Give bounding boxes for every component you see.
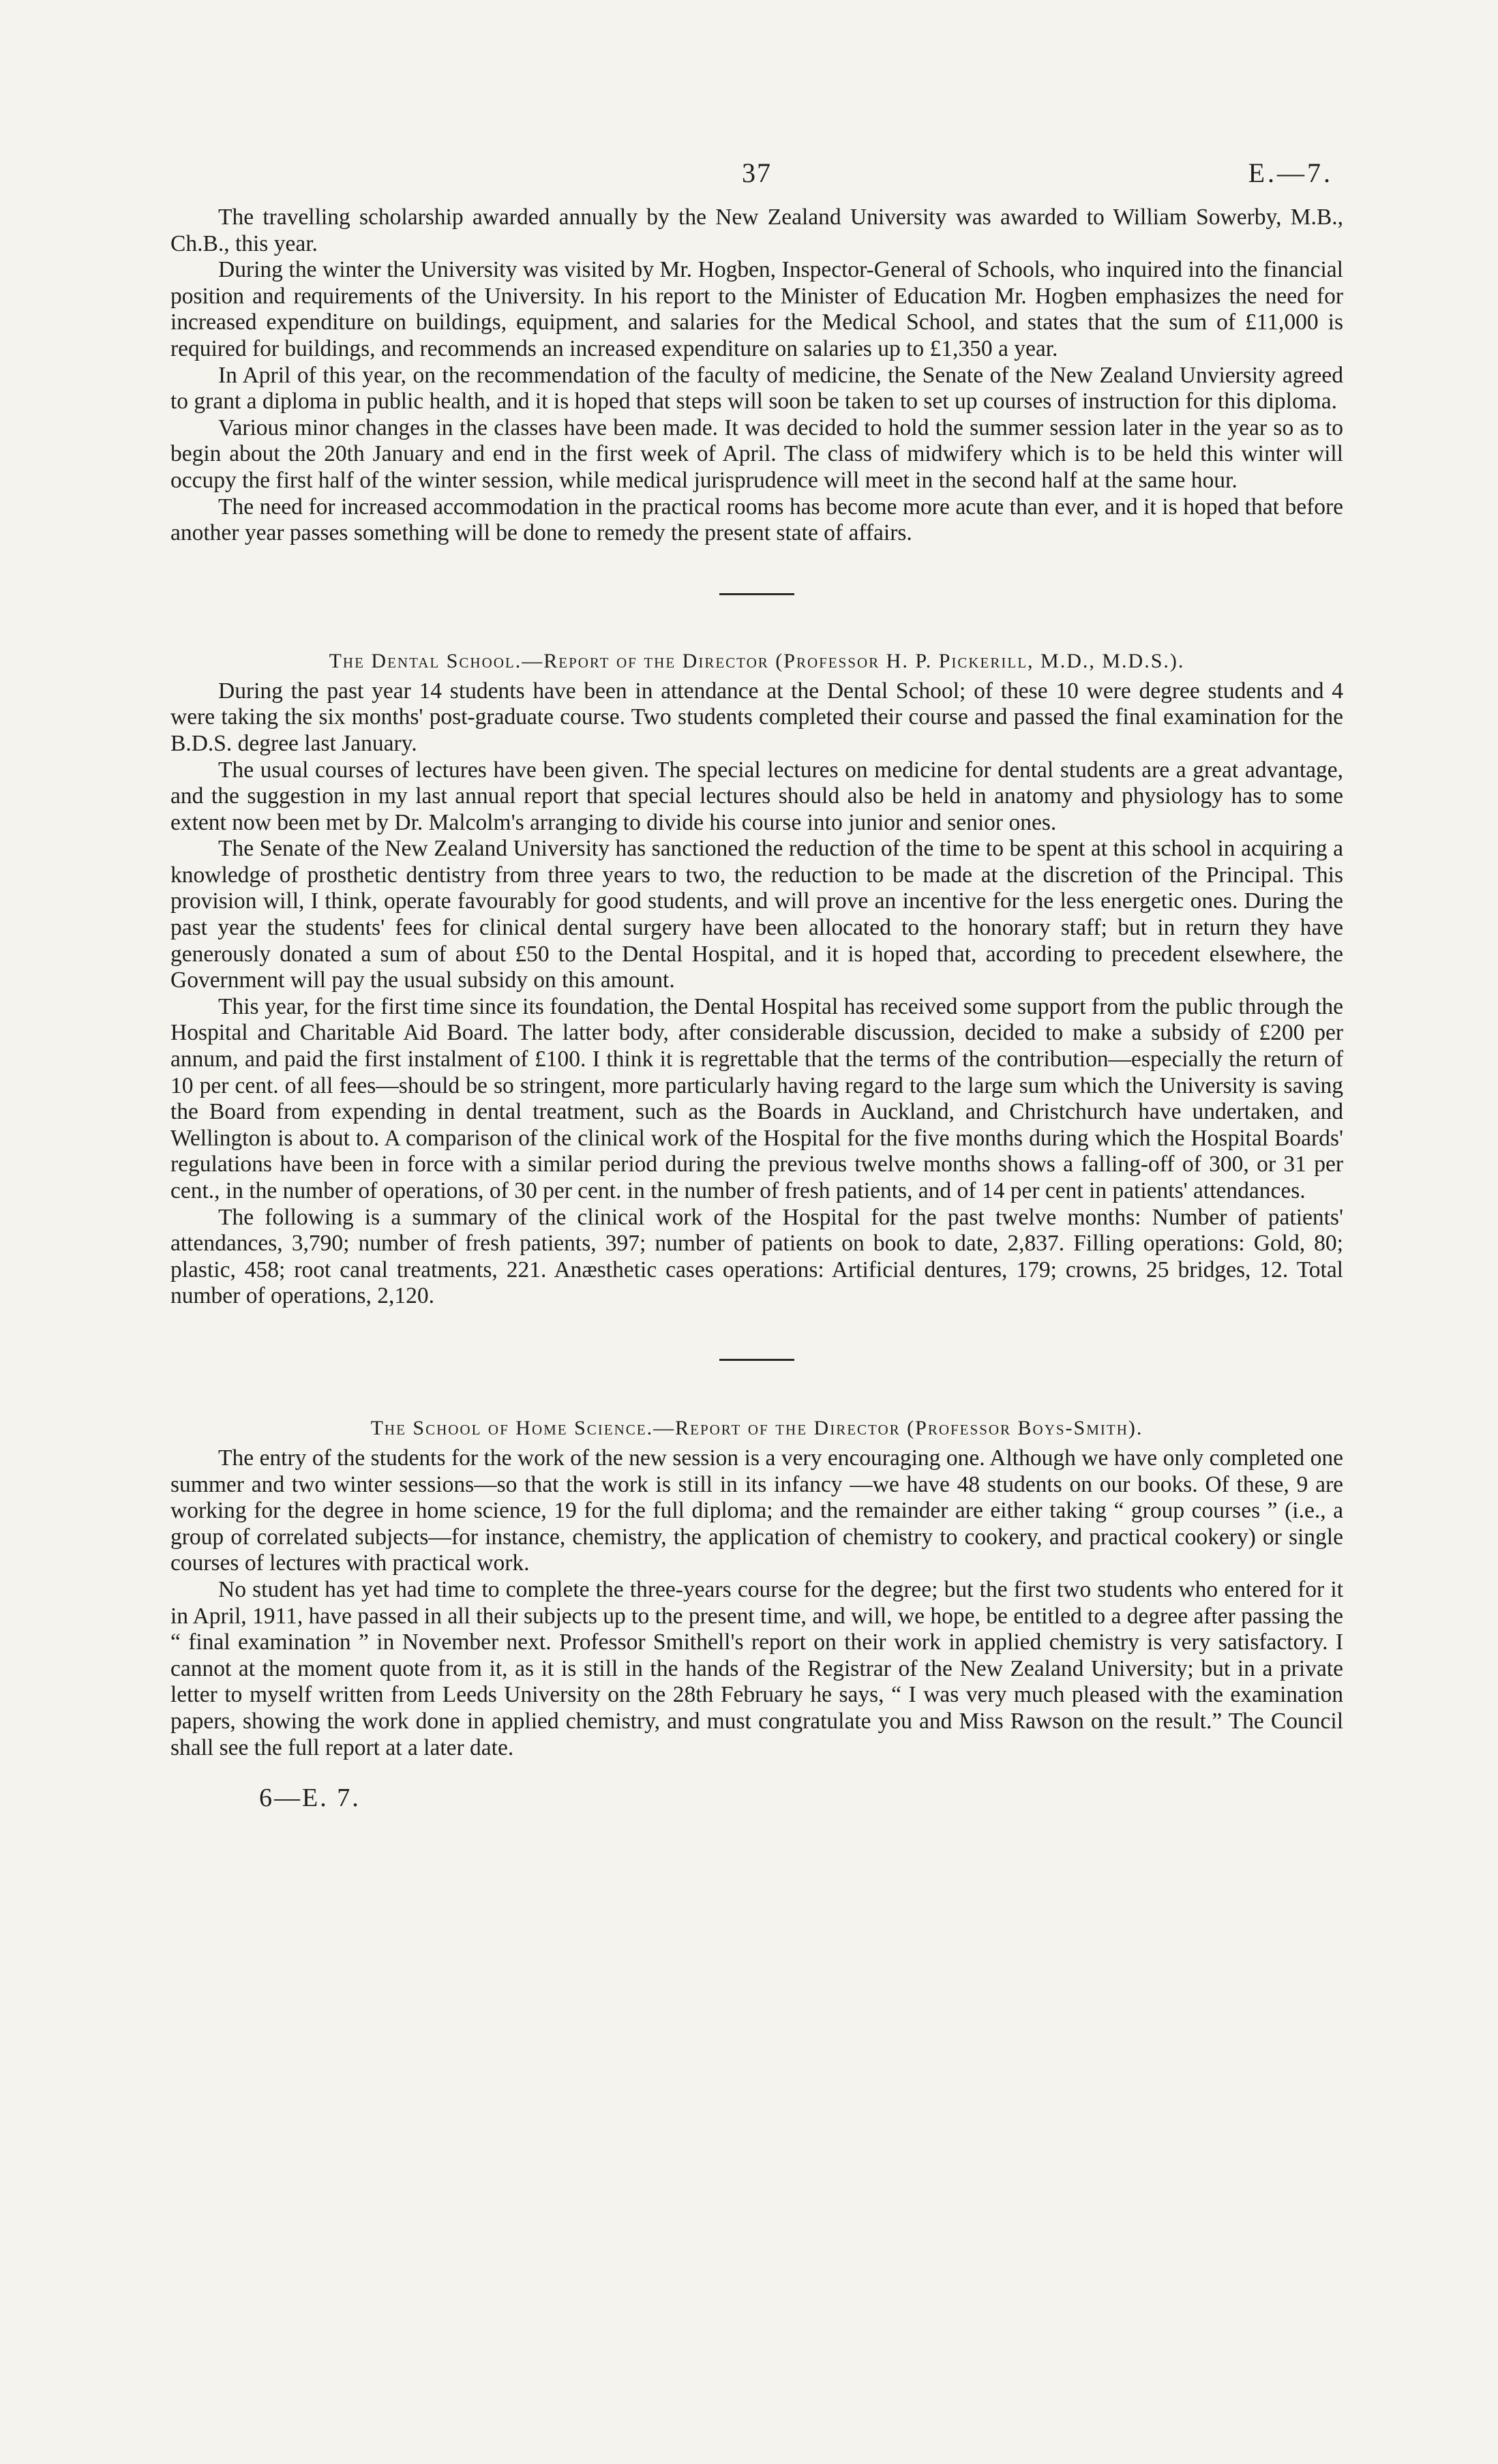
paragraph: The usual courses of lectures have been given. The special lectures on medicine for dental students are a great advantage, and the suggestion in my last annual report that special lectures should also be held in anatomy and physiology has to some extent now been met by Dr. Malcolm's arranging to divide his course into junior and senior ones. bbox=[170, 757, 1343, 835]
dental-school-section bbox=[170, 650, 1343, 1310]
paragraph: No student has yet had time to complete the three-years course for the degree; but the first two students who entered for it in April, 1911, have passed in all their subjects up to the present time, and will, we hope, be entitled to a degree after passing the “ final examination ” in November next. Professor Smithell's report on their work in applied chemistry is very satisfactory. I cannot at the moment quote from it, as it is still in the hands of the Registrar of the New Zealand University; but in a private letter to myself written from Leeds University on the 28th February he says, “ I was very much pleased with the examination papers, showing the work done in applied chemistry, and must congratulate you and Miss Rawson on the result.” The Council shall see the full report at a later date. bbox=[170, 1576, 1343, 1760]
paragraph: The entry of the students for the work of the new session is a very encouraging one. Although we have only completed one summer and two winter sessions—so that the work is still in its infancy —we have 48 students on our books. Of these, 9 are working for the degree in home science, 19 for the full diploma; and the remainder are either taking “ group courses ” (i.e., a group of correlated subjects—for instance, chemistry, the application of chemistry to cookery, and practical cookery) or single courses of lectures with practical work. bbox=[170, 1445, 1343, 1576]
document-reference: E.—7. bbox=[1248, 157, 1333, 188]
home-science-section bbox=[170, 1417, 1343, 1761]
paragraph: This year, for the first time since its foundation, the Dental Hospital has received some support from the public through the Hospital and Charitable Aid Board. The latter body, after considerable discussion, decided to make a subsidy of £200 per annum, and paid the first instalment of £100. I think it is regrettable that the terms of the contribution—especially the return of 10 per cent. of all fees—should be so stringent, more particularly having regard to the large sum which the University is saving the Board from expending in dental treatment, such as the Boards in Auckland, and Christchurch have undertaken, and Wellington is about to. A comparison of the clinical work of the Hospital for the five months during which the Hospital Boards' regulations have been in force with a similar period during the previous twelve months shows a falling-off of 300, or 31 per cent., in the number of operations, of 30 per cent. in the number of fresh patients, and of 14 per cent in patients' attendances. bbox=[170, 993, 1343, 1203]
medical-school-section bbox=[170, 205, 1343, 547]
section-heading: The School of Home Science.—Report of the Director (Professor Boys-Smith). bbox=[370, 1416, 1143, 1439]
page-signature: 6—E. 7. bbox=[259, 1784, 361, 1813]
paragraph: The need for increased accommodation in the practical rooms has become more acute than ever, and it is hoped that before another year passes something will be done to remedy the present state of affairs. bbox=[170, 494, 1343, 546]
section-divider bbox=[719, 1359, 794, 1361]
section-divider bbox=[719, 593, 794, 595]
page-header bbox=[170, 157, 1343, 205]
paragraph: During the winter the University was visited by Mr. Hogben, Inspector-General of Schools, who inquired into the financial position and requirements of the University. In his report to the Minister of Education Mr. Hogben emphasizes the need for increased expenditure on buildings, equipment, and salaries for the Medical School, and states that the sum of £11,000 is required for buildings, and recommends an increased expenditure on salaries up to £1,350 a year. bbox=[170, 257, 1343, 361]
paragraph: During the past year 14 students have been in attendance at the Dental School; of these 10 were degree students and 4 were taking the six months' post-graduate course. Two students completed their course and passed the final examination for the B.D.S. degree last January. bbox=[170, 678, 1343, 756]
page-number: 37 bbox=[742, 157, 772, 188]
paragraph: Various minor changes in the classes have been made. It was decided to hold the summer session later in the year so as to begin about the 20th January and end in the first week of April. The class of midwifery which is to be held this winter will occupy the first half of the winter session, while medical jurisprudence will meet in the second half at the same hour. bbox=[170, 415, 1343, 493]
paragraph: In April of this year, on the recommendation of the faculty of medicine, the Senate of the New Zealand Unviersity agreed to grant a diploma in public health, and it is hoped that steps will soon be taken to set up courses of instruction for this diploma. bbox=[170, 362, 1343, 415]
paragraph: The following is a summary of the clinical work of the Hospital for the past twelve months: Number of patients' attendances, 3,790; number of fresh patients, 397; number of patients on book to date, 2,837. Filling operations: Gold, 80; plastic, 458; root canal treatments, 221. Anæsthetic cases operations: Artificial dentures, 179; crowns, 25 bridges, 12. Total number of operations, 2,120. bbox=[170, 1204, 1343, 1309]
section-heading: The Dental School.—Report of the Director (Professor H. P. Pickerill, M.D., M.D.S.). bbox=[329, 649, 1185, 672]
paragraph: The Senate of the New Zealand University has sanctioned the reduction of the time to be spent at this school in acquiring a knowledge of prosthetic dentistry from three years to two, the reduction to be made at the discretion of the Principal. This provision will, I think, operate favourably for good students, and will prove an incentive for the less energetic ones. During the past year the students' fees for clinical dental surgery have been allocated to the honorary staff; but in return they have generously donated a sum of about £50 to the Dental Hospital, and it is hoped that, according to precedent elsewhere, the Government will pay the usual subsidy on this amount. bbox=[170, 836, 1343, 993]
document-page bbox=[170, 157, 1343, 1813]
paragraph: The travelling scholarship awarded annually by the New Zealand University was awarded to William Sowerby, M.B., Ch.B., this year. bbox=[170, 205, 1343, 256]
